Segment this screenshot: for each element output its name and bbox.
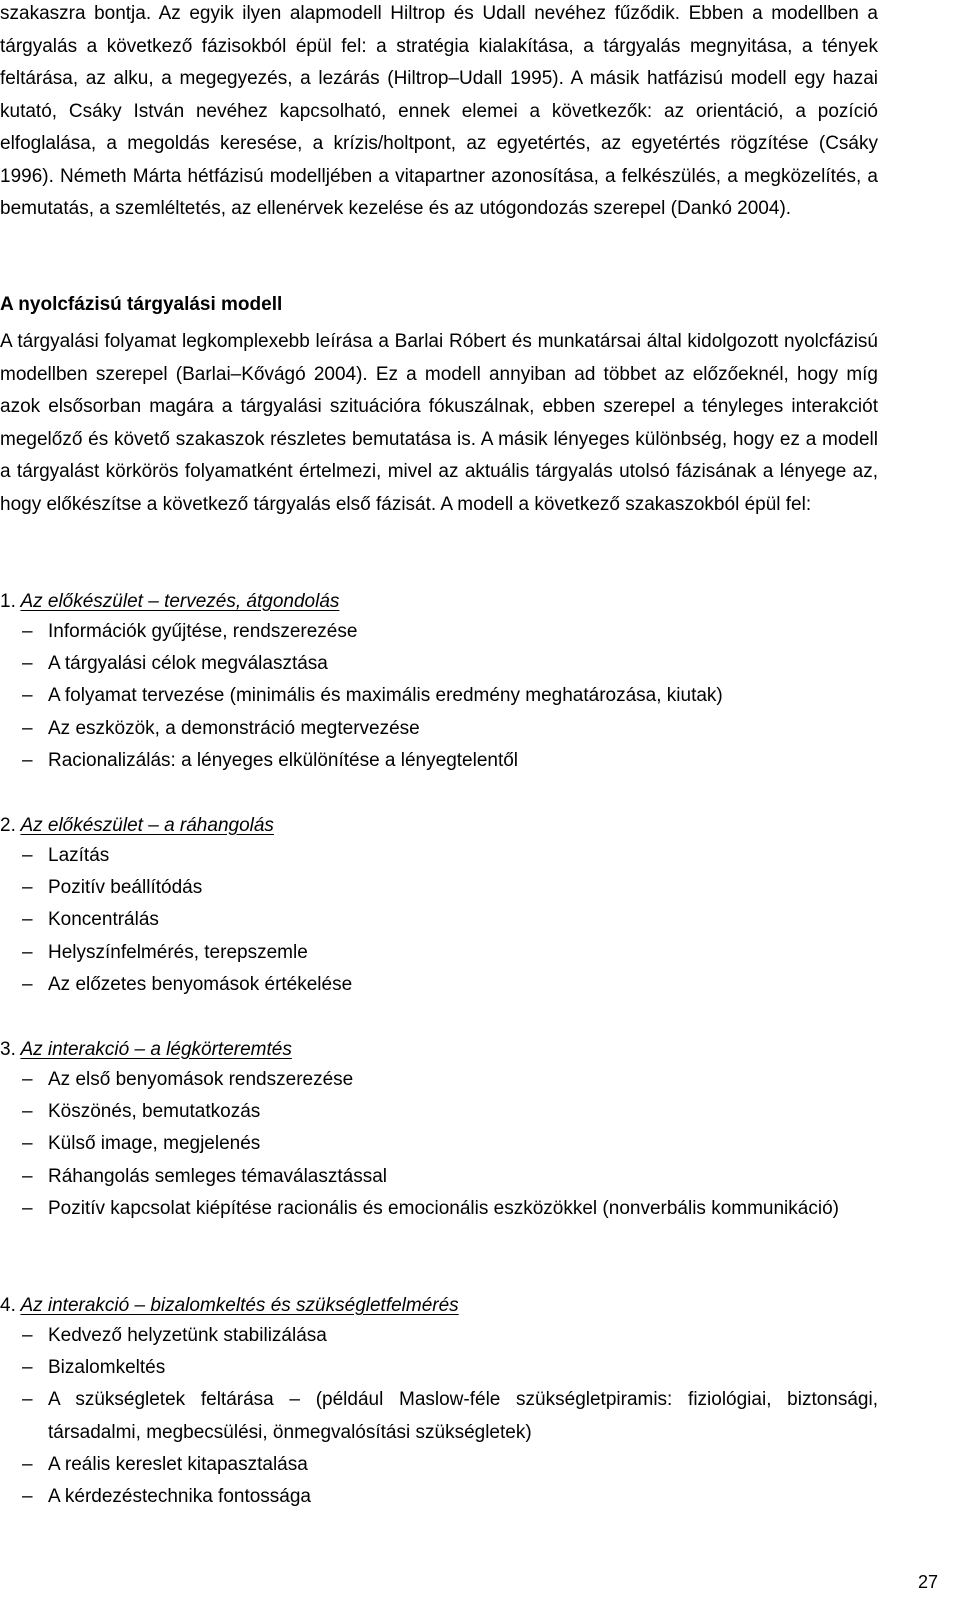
dash-bullet: – bbox=[22, 1357, 33, 1379]
dash-bullet: – bbox=[22, 1389, 33, 1411]
intro-paragraph: szakaszra bontja. Az egyik ilyen alapmodell Hiltrop és Udall nevéhez fűződik. Ebben a modellben a tárgyalás a következő fázisokból épül fel: a stratégia kialakítása, a tárgyalás megnyitása, a tények feltárása, az alku, a megegyezés, a lezárás (Hiltrop–Udall 1995). A másik hatfázisú modell egy hazai kutató, Csáky István nevéhez kapcsolható, ennek elemei a következők: az orientáció, a pozíció elfoglalása, a megoldás keresése, a krízis/holtpont, az egyetértés, az egyetértés rögzítése (Csáky 1996). Németh Márta hétfázisú modelljében a vitapartner azonosítása, a felkészülés, a megközelítés, a bemutatás, a szemléltetés, az ellenérvek kezelése és az utógondozás szerepel (Dankó 2004). bbox=[0, 3, 878, 219]
dash-bullet: – bbox=[22, 1197, 33, 1219]
list-item: – Helyszínfelmérés, terepszemle bbox=[22, 937, 878, 969]
phase-number: 2. bbox=[0, 815, 16, 836]
list-item: – Az eszközök, a demonstráció megtervezése bbox=[22, 713, 878, 745]
list-item: – A kérdezéstechnika fontossága bbox=[22, 1481, 878, 1513]
phase-number: 3. bbox=[0, 1039, 16, 1060]
dash-bullet: – bbox=[22, 973, 33, 995]
dash-bullet: – bbox=[22, 941, 33, 963]
list-item: – Bizalomkeltés bbox=[22, 1352, 878, 1384]
list-item: – Ráhangolás semleges témaválasztással bbox=[22, 1161, 878, 1193]
dash-bullet: – bbox=[22, 877, 33, 899]
phase-items-3 bbox=[22, 1064, 878, 1225]
phase-title-text: Az előkészület – tervezés, átgondolás bbox=[20, 591, 340, 612]
dash-bullet: – bbox=[22, 1101, 33, 1123]
dash-bullet: – bbox=[22, 1133, 33, 1155]
phase-number: 1. bbox=[0, 591, 16, 612]
list-item: – Információk gyűjtése, rendszerezése bbox=[22, 616, 878, 648]
phase-items-4 bbox=[22, 1320, 878, 1513]
list-item: – Racionalizálás: a lényeges elkülönítése a lényegtelentől bbox=[22, 745, 878, 777]
phase-title-text: Az interakció – a légkörteremtés bbox=[20, 1039, 292, 1060]
dash-bullet: – bbox=[22, 909, 33, 931]
phase-title-text: Az interakció – bizalomkeltés és szükségletfelmérés bbox=[20, 1295, 459, 1316]
dash-bullet: – bbox=[22, 1486, 33, 1508]
dash-bullet: – bbox=[22, 1165, 33, 1187]
list-item: – Külső image, megjelenés bbox=[22, 1128, 878, 1160]
phase-items-2 bbox=[22, 840, 878, 1001]
list-item: – A reális kereslet kitapasztalása bbox=[22, 1449, 878, 1481]
list-item: – Pozitív kapcsolat kiépítése racionális és emocionális eszközökkel (nonverbális kommunikáció) bbox=[22, 1193, 878, 1225]
dash-bullet: – bbox=[22, 749, 33, 771]
dash-bullet: – bbox=[22, 1453, 33, 1475]
page-number: 27 bbox=[917, 1572, 938, 1592]
list-item: – A tárgyalási célok megválasztása bbox=[22, 648, 878, 680]
section-heading: A nyolcfázisú tárgyalási modell bbox=[0, 294, 283, 315]
list-item: – Az első benyomások rendszerezése bbox=[22, 1064, 878, 1096]
phase-title-2 bbox=[0, 810, 274, 842]
list-item: – Koncentrálás bbox=[22, 904, 878, 936]
list-item: – Lazítás bbox=[22, 840, 878, 872]
dash-bullet: – bbox=[22, 717, 33, 739]
phase-items-1 bbox=[22, 616, 878, 777]
list-item: – A folyamat tervezése (minimális és maximális eredmény meghatározása, kiutak) bbox=[22, 680, 878, 712]
list-item: – Az előzetes benyomások értékelése bbox=[22, 969, 878, 1001]
list-item: – Kedvező helyzetünk stabilizálása bbox=[22, 1320, 878, 1352]
dash-bullet: – bbox=[22, 621, 33, 642]
phase-title-text: Az előkészület – a ráhangolás bbox=[20, 815, 274, 836]
body-paragraph: A tárgyalási folyamat legkomplexebb leírása a Barlai Róbert és munkatársai által kidolgozott nyolcfázisú modellben szerepel (Barlai–Kővágó 2004). Ez a modell annyiban ad többet az előzőeknél, hogy míg azok elsősorban magára a tárgyalási szituációra fókuszálnak, ebben szerepel a tényleges interakciót megelőző és követő szakaszok részletes bemutatása is. A másik lényeges különbség, hogy ez a modell a tárgyalást körkörös folyamatként értelmezi, mivel az aktuális tárgyalás utolsó fázisának a lényege az, hogy előkészítse a következő tárgyalás első fázisát. A modell a következő szakaszokból épül fel: bbox=[0, 331, 878, 515]
dash-bullet: – bbox=[22, 1069, 33, 1090]
phase-title-3 bbox=[0, 1034, 292, 1066]
phase-title-1 bbox=[0, 586, 339, 618]
dash-bullet: – bbox=[22, 653, 33, 675]
phase-number: 4. bbox=[0, 1295, 16, 1316]
list-item: – A szükségletek feltárása – (például Maslow-féle szükségletpiramis: fiziológiai, biztonsági, társadalmi, megbecsülési, önmegvalósítási szükségletek) bbox=[22, 1384, 878, 1448]
phase-title-4 bbox=[0, 1290, 459, 1322]
list-item: – Pozitív beállítódás bbox=[22, 872, 878, 904]
dash-bullet: – bbox=[22, 685, 33, 707]
dash-bullet: – bbox=[22, 845, 33, 866]
dash-bullet: – bbox=[22, 1325, 33, 1346]
list-item: – Köszönés, bemutatkozás bbox=[22, 1096, 878, 1128]
